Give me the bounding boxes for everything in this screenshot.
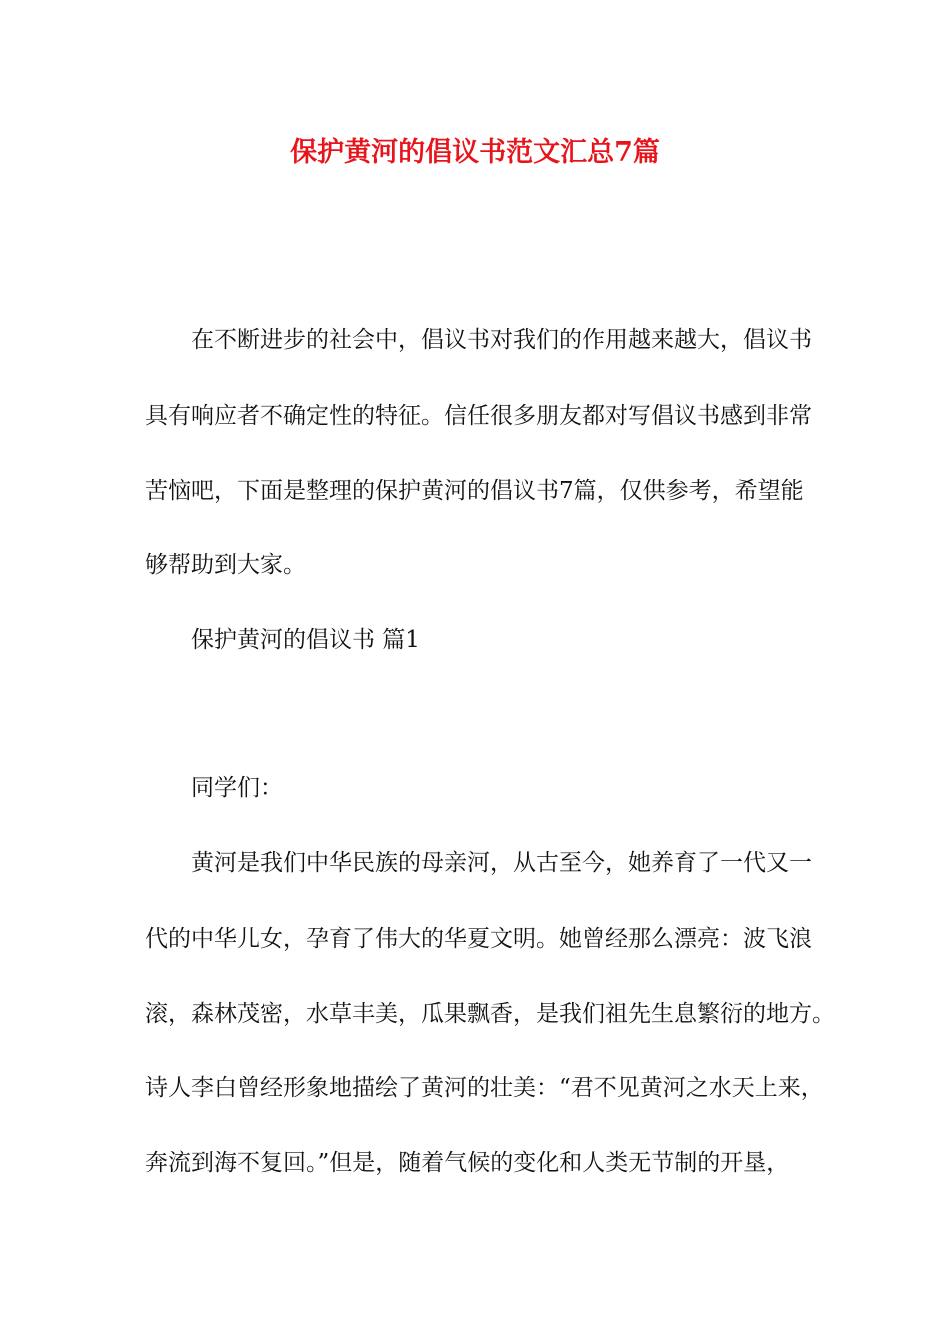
paragraph-line: 在不断进步的社会中，倡议书对我们的作用越来越大，倡议书: [191, 327, 812, 353]
paragraph-line: 诗人李白曾经形象地描绘了黄河的壮美：“君不见黄河之水天上来，: [145, 1075, 824, 1101]
paragraph-line: 滚，森林茂密，水草丰美，瓜果飘香，是我们祖先生息繁衍的地方。: [145, 1001, 835, 1027]
salutation: 同学们：: [191, 775, 283, 801]
paragraph-line: 代的中华儿女，孕育了伟大的华夏文明。她曾经那么漂亮：波飞浪: [145, 926, 812, 952]
paragraph-line: 奔流到海不复回。”但是，随着气候的变化和人类无节制的开垦，: [145, 1150, 790, 1176]
paragraph-line: 够帮助到大家。: [145, 552, 306, 578]
paragraph-line: 黄河是我们中华民族的母亲河，从古至今，她养育了一代又一: [191, 850, 812, 876]
paragraph-line: 苦恼吧，下面是整理的保护黄河的倡议书7篇，仅供参考，希望能: [145, 478, 804, 504]
section-heading: 保护黄河的倡议书 篇1: [191, 627, 420, 653]
paragraph-line: 具有响应者不确定性的特征。信任很多朋友都对写倡议书感到非常: [145, 403, 812, 429]
document-title: 保护黄河的倡议书范文汇总7篇: [290, 137, 660, 168]
